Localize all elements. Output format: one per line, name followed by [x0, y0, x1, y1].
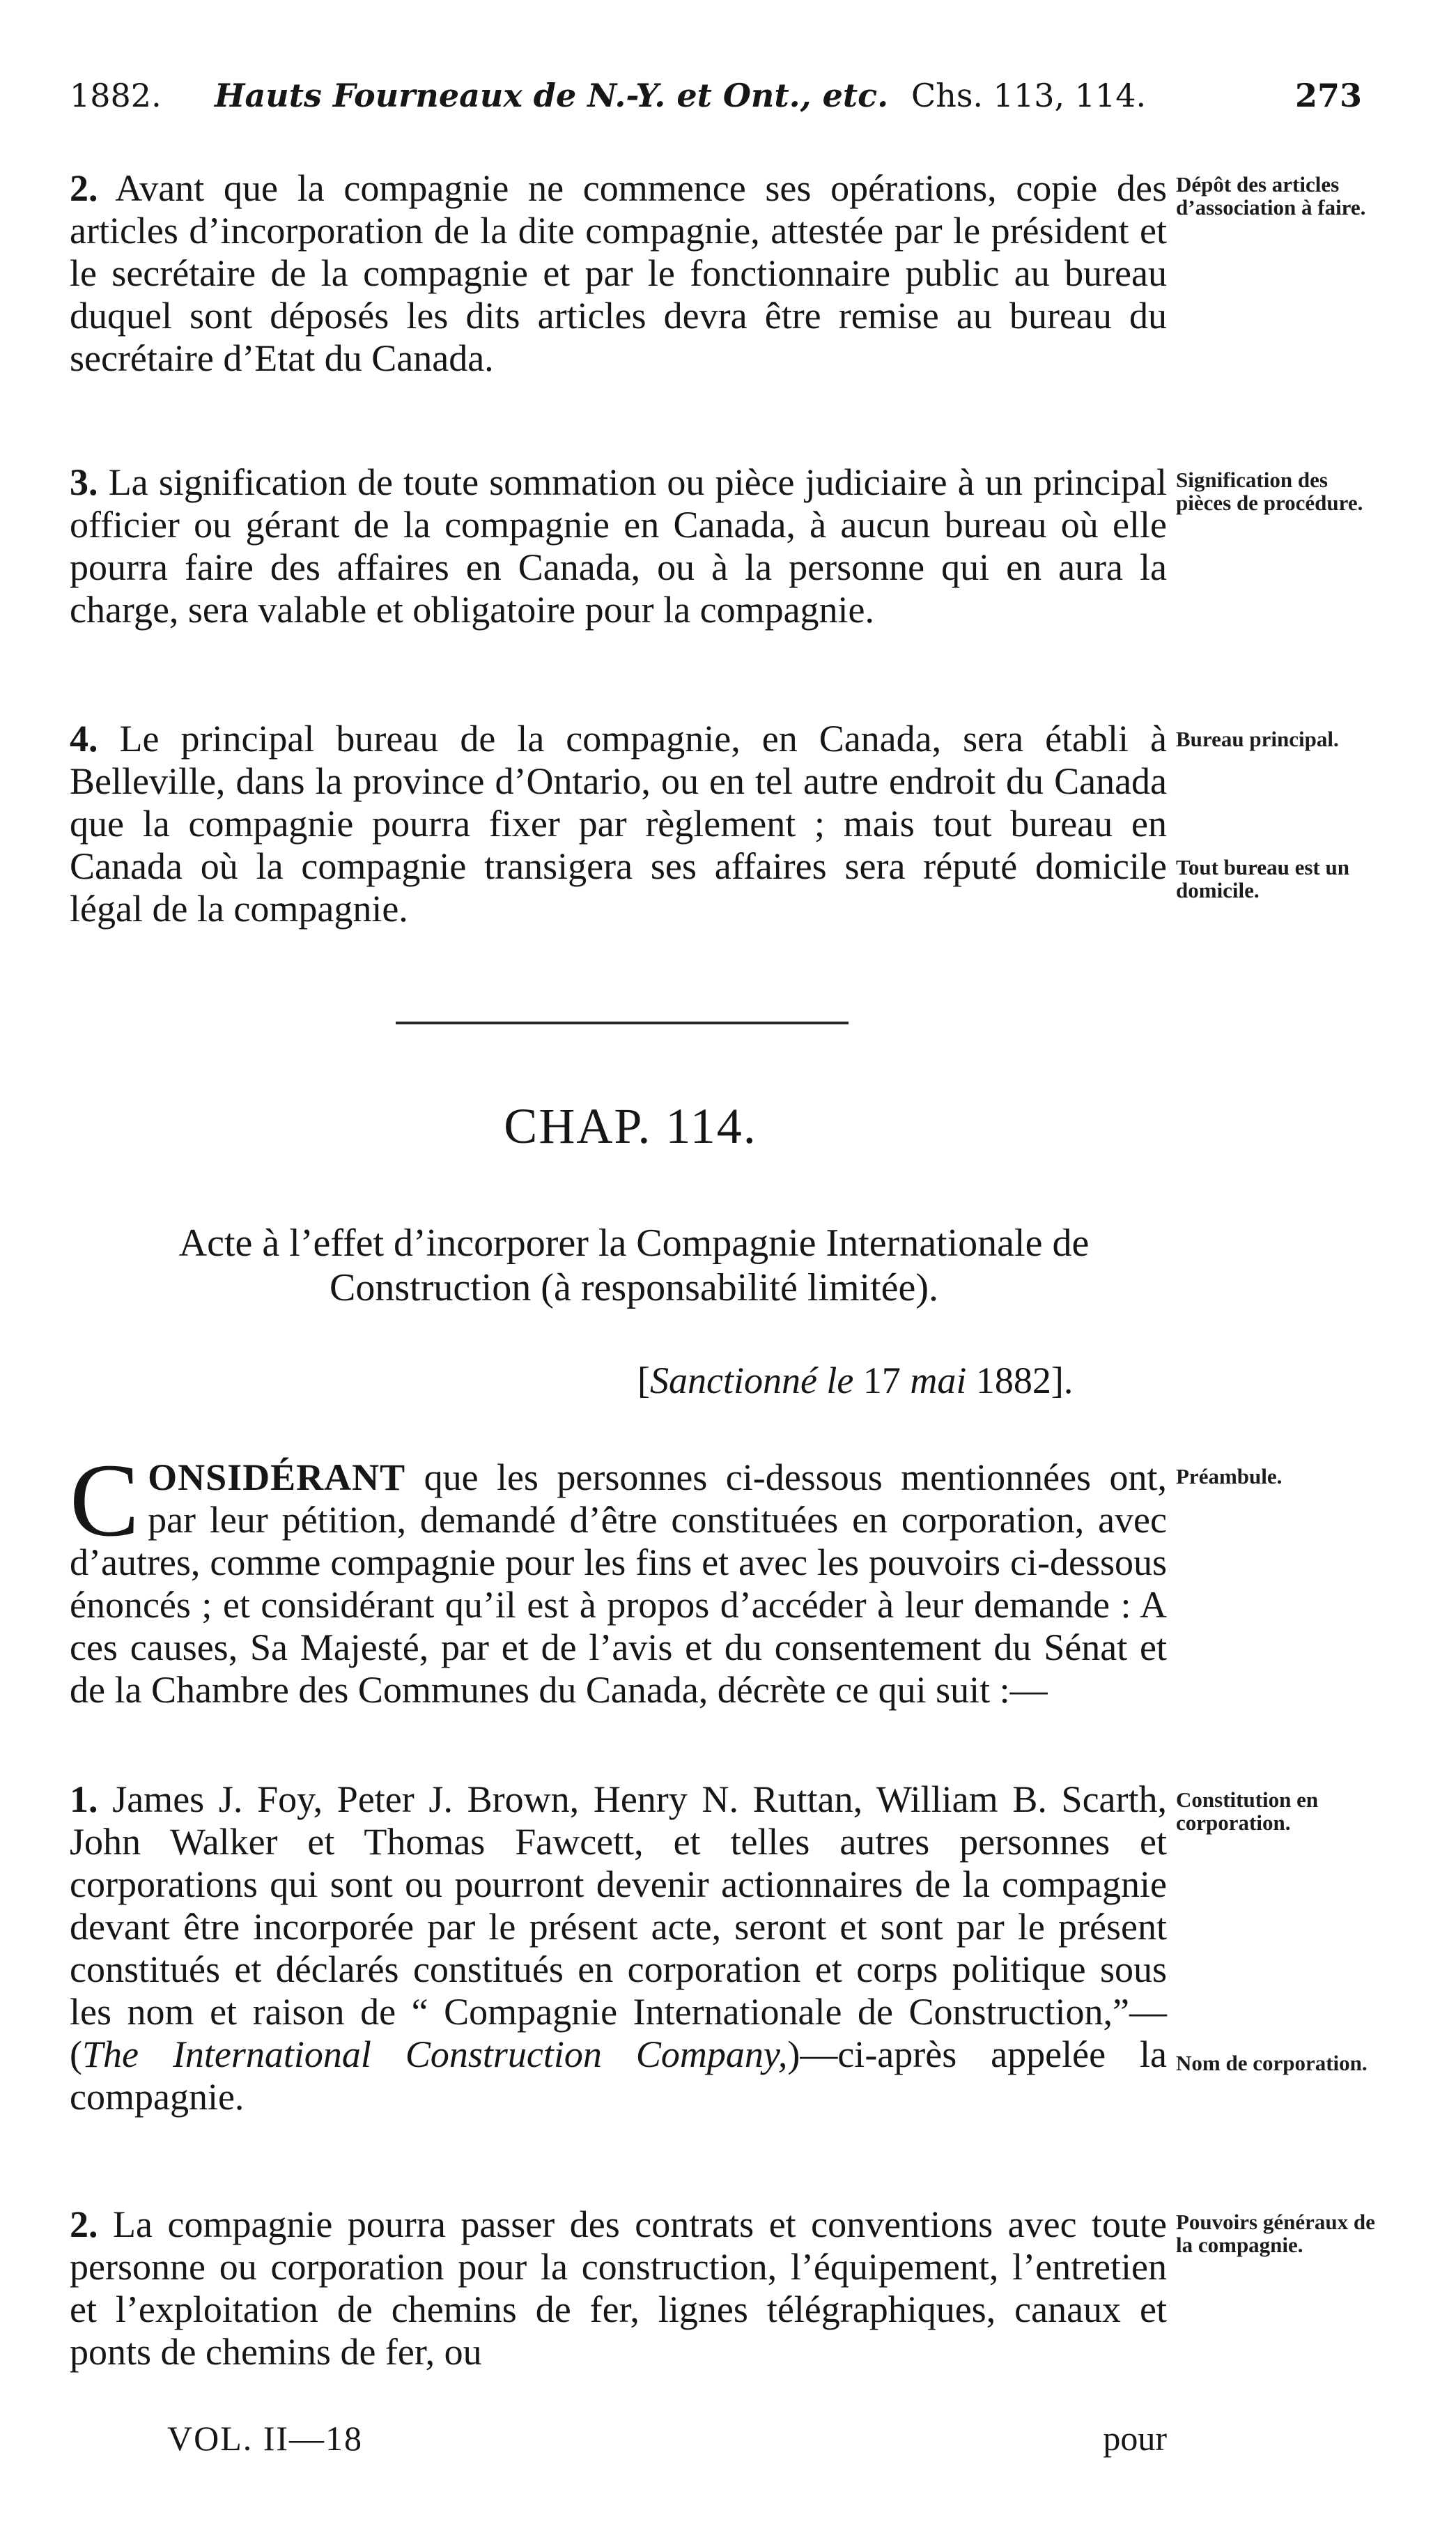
- header-year: 1882.: [70, 77, 162, 114]
- section-text-english-name: The International Construction Company,: [82, 2033, 788, 2075]
- sanction-date: [637, 1359, 1073, 1402]
- sanction-day: 17: [862, 1360, 901, 1401]
- page-footer: [167, 2418, 1167, 2467]
- section-number: 2.: [70, 2203, 98, 2245]
- ch114-section-1: [70, 1778, 1167, 2118]
- sanction-open-bracket: [: [637, 1360, 650, 1401]
- section-text-end: )—ci-après appelée la compagnie.: [70, 2033, 1167, 2118]
- volume-signature: VOL. II—18: [167, 2419, 364, 2458]
- drop-cap: C: [70, 1442, 140, 1558]
- margin-note-constitution: Constitution en corporation.: [1176, 1787, 1319, 1835]
- page-number: 273: [1294, 77, 1362, 114]
- sanction-month: mai: [910, 1360, 967, 1401]
- ch113-section-4: [70, 718, 1167, 930]
- ch114-section-2: [70, 2203, 1167, 2373]
- section-number: 3.: [70, 461, 98, 503]
- section-number: 4.: [70, 718, 98, 760]
- margin-note-signification: Signification des pièces de procédure.: [1176, 468, 1363, 515]
- section-text: La compagnie pourra passer des contrats et conventions avec toute personne ou corporation pour la construction, l’équipement, l’entretien et l’exploitation de chemins de fer, lignes télégraphiques, canaux et ponts de chemins de fer, ou: [70, 2203, 1168, 2373]
- act-title: Acte à l’effet d’incorporer la Compagnie Internationale de Construction (à responsabilité limitée).: [178, 1222, 1090, 1309]
- margin-note-bureau: Bureau principal.: [1176, 727, 1339, 751]
- margin-note-pouvoirs: Pouvoirs généraux de la compagnie.: [1176, 2210, 1375, 2257]
- margin-note-preambule: Préambule.: [1176, 1464, 1283, 1488]
- section-text: Le principal bureau de la compagnie, en Canada, sera établi à Belleville, dans la province d’Ontario, ou en tel autre endroit du Canada que la compagnie pourra fixer par règlement ; mais tout bureau en Canada où la compagnie transigera ses affaires sera réputé domicile légal de la compagnie.: [70, 718, 1167, 930]
- chapter-divider: [396, 1022, 849, 1024]
- section-number: 2.: [70, 167, 98, 209]
- margin-note-domicile: Tout bureau est un domicile.: [1176, 855, 1349, 902]
- preamble-lead: ONSIDÉRANT: [148, 1456, 406, 1498]
- header-title: Hauts Fourneaux de N.-Y. et Ont., etc.: [215, 77, 889, 114]
- preamble: [70, 1442, 1167, 1711]
- chapter-heading: CHAP. 114.: [504, 1098, 757, 1154]
- catchword: pour: [1103, 2419, 1167, 2458]
- margin-note-nom: Nom de corporation.: [1176, 2051, 1368, 2075]
- sanction-year: 1882].: [975, 1360, 1074, 1401]
- margin-note-depot: Dépôt des articles d’association à faire.: [1176, 172, 1366, 220]
- section-text: James J. Foy, Peter J. Brown, Henry N. Ruttan, William B. Scarth, John Walker et Thomas Fawcett, et telles autres personnes et corporations qui sont ou pourront devenir actionnaires de la compagnie devant être incorporée par le présent acte, seront et sont par le présent constitués et déclarés constitués en corporation et corps politique sous les nom et raison de “ Compagnie Internationale de Construction,”—(: [70, 1778, 1167, 2075]
- running-header: [70, 77, 1362, 132]
- section-text: Avant que la compagnie ne commence ses opérations, copie des articles d’incorporation de la dite compagnie, attestée par le président et le secrétaire de la compagnie et par le fonctionnaire public au bureau duquel sont déposés les dits articles devra être remise au bureau du secrétaire d’Etat du Canada.: [70, 167, 1167, 379]
- header-chapters: Chs. 113, 114.: [911, 77, 1147, 114]
- section-number: 1.: [70, 1778, 98, 1820]
- sanction-label: Sanctionné le: [649, 1360, 854, 1401]
- preamble-text: que les personnes ci-dessous mentionnées ont, par leur pétition, demandé d’être constituées en corporation, avec d’autres, comme compagnie pour les fins et avec les pouvoirs ci-dessous énoncés ; et considérant qu’il est à propos d’accéder à leur demande : A ces causes, Sa Majesté, par et de l’avis et du consentement du Sénat et de la Chambre des Communes du Canada, décrète ce qui suit :—: [70, 1456, 1167, 1711]
- ch113-section-2: [70, 167, 1167, 380]
- section-text: La signification de toute sommation ou pièce judiciaire à un principal officier ou gérant de la compagnie en Canada, à aucun bureau où elle pourra faire des affaires en Canada, ou à la personne qui en aura la charge, sera valable et obligatoire pour la compagnie.: [70, 461, 1167, 631]
- ch113-section-3: [70, 461, 1167, 631]
